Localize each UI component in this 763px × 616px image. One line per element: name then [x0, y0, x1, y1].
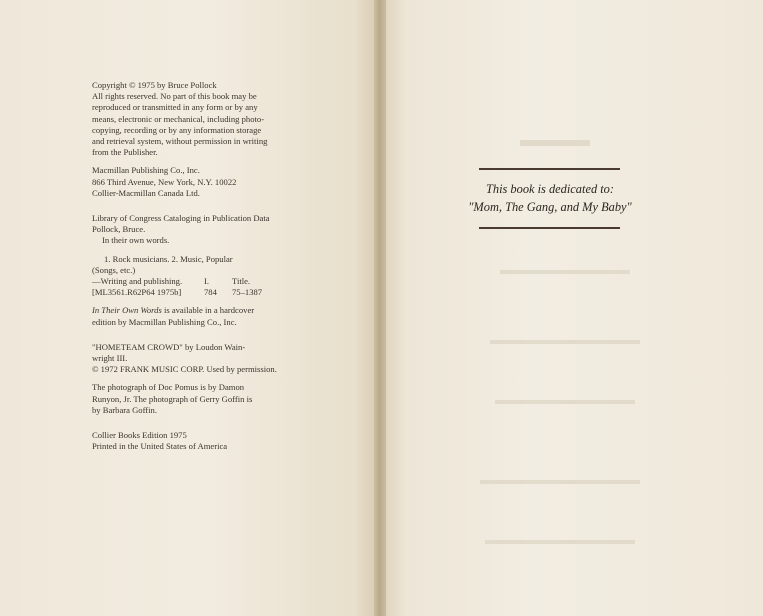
song-line: "HOMETEAM CROWD" by Loudon Wain- [92, 341, 246, 352]
publisher-line: 866 Third Avenue, New York, N.Y. 10022 [92, 176, 237, 187]
cip-subjects: 1. Rock musicians. 2. Music, Popular [104, 253, 233, 264]
book-title: In Their Own Words [92, 305, 162, 316]
cip-row [92, 276, 304, 287]
dedication-line: This book is dedicated to: [485, 182, 615, 196]
right-page [383, 0, 763, 616]
cip-titleword: Title. [232, 276, 251, 287]
show-through-mark [495, 400, 635, 404]
hardcover-line: edition by Macmillan Publishing Co., Inc. [92, 316, 237, 327]
cip-title: In their own words. [102, 235, 170, 246]
cip-heading: Library of Congress Cataloging in Publication Data [92, 213, 270, 224]
photo-credits [92, 382, 304, 416]
show-through-mark [500, 270, 630, 274]
cip-writing: —Writing and publishing. [92, 276, 183, 287]
hardcover-note [92, 305, 304, 327]
cip-lccn: 75–1387 [232, 287, 263, 298]
dedication-rule-bottom [479, 227, 620, 229]
book-gutter [374, 0, 386, 616]
hardcover-line [92, 305, 304, 316]
rights-line: from the Publisher. [92, 147, 158, 158]
rights-line: reproduced or transmitted in any form or by any [92, 102, 258, 113]
dedication-rule-top [479, 168, 620, 170]
cip-roman: I. [204, 276, 210, 287]
cip-subjects: (Songs, etc.) [92, 264, 136, 275]
photo-line: The photograph of Doc Pomus is by Damon [92, 382, 245, 393]
rights-line: All rights reserved. No part of this book may be [92, 91, 257, 102]
edition-line: Collier Books Edition 1975 [92, 430, 187, 441]
cip-callnum: [ML3561.R62P64 1975b] [92, 287, 182, 298]
rights-line: means, electronic or mechanical, including photo- [92, 113, 265, 124]
publisher-block [92, 165, 304, 199]
rights-line: and retrieval system, without permission in writing [92, 136, 268, 147]
song-permission [92, 342, 304, 376]
printed-line: Printed in the United States of America [92, 441, 228, 452]
cip-row [92, 287, 304, 298]
show-through-mark [480, 480, 640, 484]
song-line: wright III. [92, 353, 128, 364]
photo-line: Runyon, Jr. The photograph of Gerry Goffin is [92, 393, 253, 404]
cip-block [92, 224, 304, 298]
show-through-mark [485, 540, 635, 544]
show-through-mark [520, 140, 590, 146]
copyright-page-text [92, 80, 304, 452]
hardcover-text: is available in a hardcover [161, 305, 255, 316]
rights-line: copying, recording or by any information storage [92, 124, 262, 135]
copyright-line: Copyright © 1975 by Bruce Pollock [92, 80, 217, 90]
song-line: © 1972 FRANK MUSIC CORP. Used by permission. [92, 364, 277, 375]
cip-author: Pollock, Bruce. [92, 224, 146, 235]
show-through-mark [490, 340, 640, 344]
photo-line: by Barbara Goffin. [92, 404, 157, 415]
publisher-line: Macmillan Publishing Co., Inc. [92, 165, 200, 176]
publisher-line: Collier-Macmillan Canada Ltd. [92, 187, 200, 198]
dedication-line: "Mom, The Gang, and My Baby" [468, 200, 632, 214]
rights-paragraph [92, 91, 304, 158]
cip-dewey: 784 [204, 287, 217, 298]
